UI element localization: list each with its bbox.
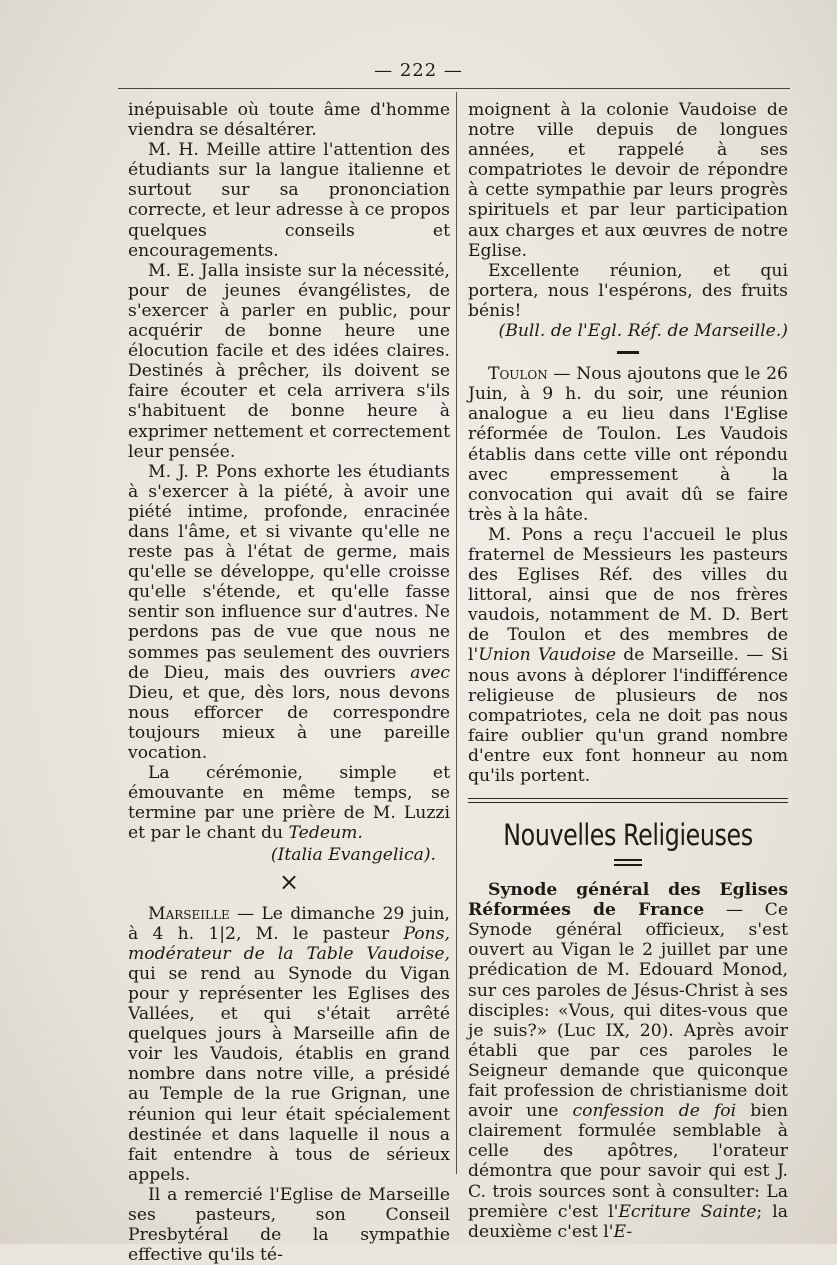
paragraph: Marseille — Le dimanche 29 juin, à 4 h. 1|2, M. le pasteur Pons, modérateur de la Table Vaudoise, qui se rend au Synode du Vigan pour y représenter les Eglises des Vallées, et qui s'était arrêté quelques jours à Marseille afin de voir les Vaudois, établis en grand nombre dans notre ville, a présidé au Temple de la rue Grignan, une réunion qui leur était spécialement destinée et dans laquelle il nous a fait entendre à tous de sérieux appels. bbox=[128, 903, 450, 1185]
dash-separator bbox=[617, 351, 639, 354]
header-rule bbox=[118, 88, 790, 89]
paragraph: M. E. Jalla insiste sur la nécessité, pour de jeunes évangélistes, de s'exercer à parler en public, pour acquérir de bonne heure une élocution facile et des idées claires. Destinés à prêcher, ils doivent se faire écouter et cela arrivera s'ils s'habituent de bonne heure à exprimer nettement et correctement leur pensée. bbox=[128, 260, 450, 462]
left-column bbox=[128, 100, 450, 1265]
paragraph: moignent à la colonie Vaudoise de notre ville depuis de longues années, et rappelé à ses compatriotes le devoir de répondre à cette sympathie par leurs progrès spirituels et par leur participation aux charges et aux œuvres de notre Eglise. bbox=[468, 100, 788, 261]
paragraph: La cérémonie, simple et émouvante en même temps, se termine par une prière de M. Luzzi et par le chant du Tedeum. bbox=[128, 763, 450, 844]
source-citation: (Bull. de l'Egl. Réf. de Marseille.) bbox=[498, 321, 788, 342]
paragraph: Excellente réunion, et qui portera, nous l'espérons, des fruits bénis! bbox=[468, 260, 788, 321]
section-title: Nouvelles Religieuses bbox=[503, 818, 753, 853]
section-rule bbox=[468, 798, 788, 803]
page-number: — 222 — bbox=[374, 60, 463, 81]
paragraph: Toulon — Nous ajoutons que le 26 Juin, à 9 h. du soir, une réunion analogue a eu lieu dans l'Eglise réformée de Toulon. Les Vaudois établis dans cette ville ont répondu avec empressement à la convocation qui avait dû se faire très à la hâte. bbox=[468, 364, 788, 525]
column-divider bbox=[456, 92, 457, 1174]
right-column bbox=[468, 100, 788, 1242]
cross-separator: × bbox=[278, 867, 300, 896]
source-citation: (Italia Evangelica). bbox=[270, 845, 436, 866]
title-underline-mark bbox=[614, 859, 642, 866]
paragraph: M. J. P. Pons exhorte les étudiants à s'exercer à la piété, à avoir une piété intime, profonde, enracinée dans l'âme, et si vivante qu'elle ne reste pas à l'état de germe, mais qu'elle se développe, qu'elle croisse qu'elle s'étende, et qu'elle fasse sentir son influence sur d'autres. Ne perdons pas de vue que nous ne sommes pas seulement des ouvriers de Dieu, mais des ouvriers avec Dieu, et que, dès lors, nous devons nous efforcer de correspondre toujours mieux à une pareille vocation. bbox=[128, 461, 450, 763]
paragraph: Synode général des Eglises Réformées de France — Ce Synode général officieux, s'est ouvert au Vigan le 2 juillet par une prédication de M. Edouard Monod, sur ces paroles de Jésus-Christ à ses disciples: «Vous, qui dites-vous que je suis?» (Luc IX, 20). Après avoir établi que par ces paroles le Seigneur demande que quiconque fait profession de christianisme doit avoir une confession de foi bien clairement formulée semblable à celle des apôtres, l'orateur démontra que pour savoir qui est J. C. trois sources sont à consulter: La première c'est l'Ecriture Sainte; la deuxième c'est l'E- bbox=[468, 880, 788, 1242]
paragraph: M. H. Meille attire l'attention des étudiants sur la langue italienne et surtout sur sa prononciation correcte, et leur adresse à ce propos quelques conseils et encouragements. bbox=[128, 140, 450, 261]
paragraph: inépuisable où toute âme d'homme viendra se désaltérer. bbox=[128, 100, 450, 141]
paragraph: Il a remercié l'Eglise de Marseille ses pasteurs, son Conseil Presbytéral de la sympathie effective qu'ils té- bbox=[128, 1184, 450, 1265]
paragraph: M. Pons a reçu l'accueil le plus fraternel de Messieurs les pasteurs des Eglises Réf. des villes du littoral, ainsi que de nos frères vaudois, notamment de M. D. Bert de Toulon et des membres de l'Union Vaudoise de Marseille. — Si nous avons à déplorer l'indifférence religieuse de plusieurs de nos compatriotes, cela ne doit pas nous faire oublier qu'un grand nombre d'entre eux font honneur au nom qu'ils portent. bbox=[468, 524, 789, 786]
